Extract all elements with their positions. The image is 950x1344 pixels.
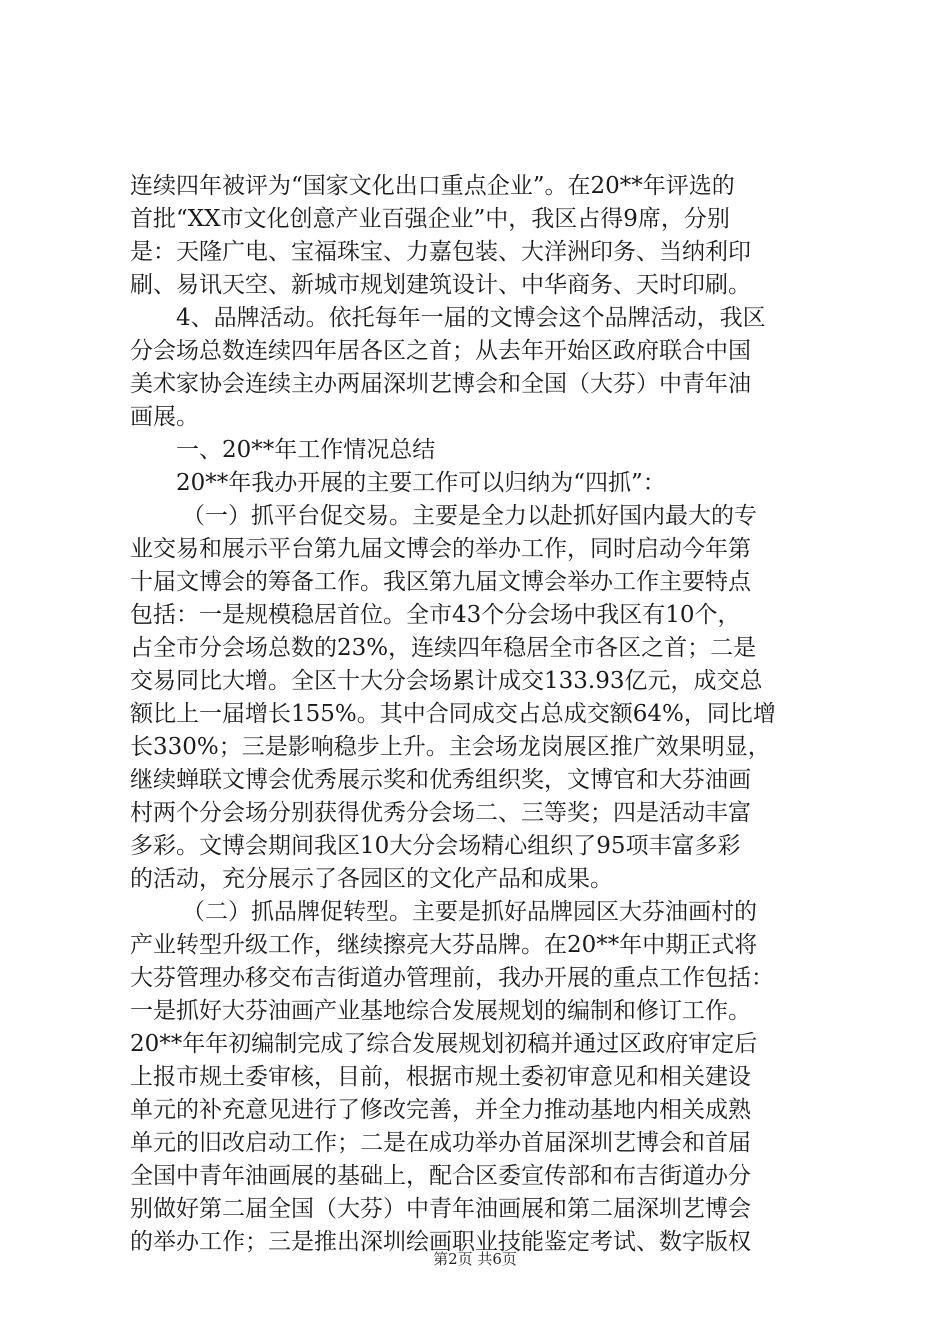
text-line: 一是抓好大芬油画产业基地综合发展规划的编制和修订工作。 (130, 998, 751, 1024)
text-line: 交易同比大增。全区十大分会场累计成交133.93亿元，成交总 (130, 668, 763, 694)
paragraph-start-platform-trade: （一）抓平台促交易。主要是全力以赴抓好国内最大的专 (182, 503, 757, 529)
text-line: 继续蝉联文博会优秀展示奖和优秀组织奖，文博官和大芬油画 (130, 767, 751, 793)
text-line: 20**年年初编制完成了综合发展规划初稿并通过区政府审定后 (130, 1031, 758, 1057)
text-line: 的举办工作；三是推出深圳绘画职业技能鉴定考试、数字版权 (130, 1229, 751, 1255)
document-body (130, 170, 830, 1259)
text-line: 连续四年被评为“国家文化出口重点企业”。在20**年评选的 (130, 173, 735, 199)
text-line: 村两个分会场分别获得优秀分会场二、三等奖；四是活动丰富 (130, 800, 751, 826)
page-number: 第2页 共6页 (433, 1250, 517, 1268)
text-line: 大芬管理办移交布吉街道办管理前，我办开展的重点工作包括： (130, 965, 774, 991)
text-line: 分会场总数连续四年居各区之首；从去年开始区政府联合中国 (130, 338, 751, 364)
text-line: 业交易和展示平台第九届文博会的举办工作，同时启动今年第 (130, 536, 751, 562)
paragraph-start-brand-transformation: （二）抓品牌促转型。主要是抓好品牌园区大芬油画村的 (182, 899, 757, 925)
text-line: 额比上一届增长155%。其中合同成交占总成交额64%，同比增 (130, 701, 776, 727)
text-line: 全国中青年油画展的基础上，配合区委宣传部和布吉街道办分 (130, 1163, 751, 1189)
text-line: 占全市分会场总数的23%，连续四年稳居全市各区之首；二是 (130, 635, 757, 661)
text-line: 单元的旧改启动工作；二是在成功举办首届深圳艺博会和首届 (130, 1130, 751, 1156)
text-line: 上报市规土委审核，目前，根据市规土委初审意见和相关建设 (130, 1064, 751, 1090)
paragraph-start-four-grasps: 20**年我办开展的主要工作可以归纳为“四抓”： (176, 470, 666, 496)
text-line: 首批“XX市文化创意产业百强企业”中，我区占得9席，分别 (130, 206, 730, 232)
text-line: 美术家协会连续主办两届深圳艺博会和全国（大芬）中青年油 (130, 371, 751, 397)
text-line: 长330%；三是影响稳步上升。主会场龙岗展区推广效果明显， (130, 734, 771, 760)
text-line: 产业转型升级工作，继续擦亮大芬品牌。在20**年中期正式将 (130, 932, 758, 958)
text-line: 别做好第二届全国（大芬）中青年油画展和第二届深圳艺博会 (130, 1196, 751, 1222)
text-line: 刷、易讯天空、新城市规划建筑设计、中华商务、天时印刷。 (130, 272, 751, 298)
text-line: 画展。 (130, 404, 199, 430)
section-heading-summary: 一、20**年工作情况总结 (176, 437, 436, 463)
text-line: 多彩。文博会期间我区10大分会场精心组织了95项丰富多彩 (130, 833, 741, 859)
text-line: 单元的补充意见进行了修改完善，并全力推动基地内相关成熟 (130, 1097, 751, 1123)
text-line: 包括：一是规模稳居首位。全市43个分会场中我区有10个， (130, 602, 741, 628)
text-line: 的活动，充分展示了各园区的文化产品和成果。 (130, 866, 613, 892)
text-line: 十届文博会的筹备工作。我区第九届文博会举办工作主要特点 (130, 569, 751, 595)
text-line: 是：天隆广电、宝福珠宝、力嘉包装、大洋洲印务、当纳利印 (130, 239, 751, 265)
paragraph-start-brand-activities: 4、品牌活动。依托每年一届的文博会这个品牌活动，我区 (176, 305, 766, 331)
